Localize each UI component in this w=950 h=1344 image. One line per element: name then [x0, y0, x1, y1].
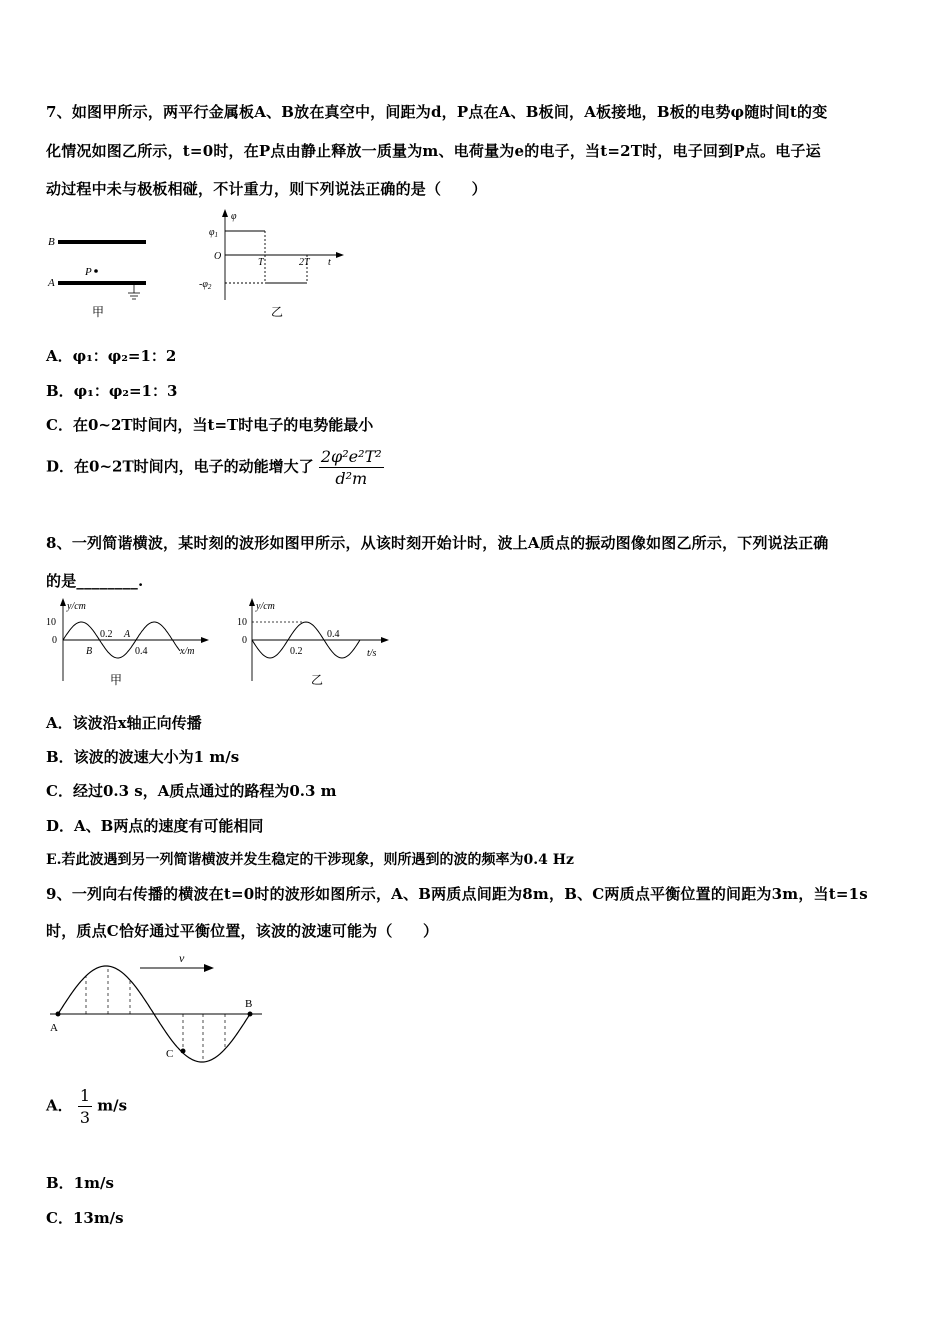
q7-stem-line1: 7、如图甲所示，两平行金属板A、B放在真空中，间距为d，P点在A、B板间，A板接地，B板的电势φ随时间t的变	[46, 103, 828, 121]
q7-option-b[interactable]: B．φ₁：φ₂=1：3	[46, 382, 178, 400]
q9-option-a-fraction	[78, 1086, 92, 1127]
q9-option-c[interactable]: C．13m/s	[46, 1209, 124, 1227]
fraction-numerator: 1	[79, 1086, 91, 1105]
q8-option-c[interactable]: C．经过0.3 s，A质点通过的路程为0.3 m	[46, 782, 337, 800]
q9-figure-wave	[40, 950, 270, 1070]
q7-stem-line2: 化情况如图乙所示，t=0时，在P点由静止释放一质量为m、电荷量为e的电子，当t=2T时，电子回到P点。电子运	[46, 142, 821, 160]
y-axis-label: y/cm	[67, 601, 86, 612]
q9-option-a-label: A．	[46, 1096, 73, 1115]
y-tick-label: 10	[46, 617, 56, 628]
x-axis-label: x/m	[180, 646, 195, 657]
origin-label: 0	[242, 635, 247, 646]
t-axis-label: t	[328, 257, 331, 268]
velocity-label: v	[179, 951, 185, 965]
t1-label: T	[258, 257, 264, 268]
q8-option-b[interactable]: B．该波的波速大小为1 m/s	[46, 748, 240, 766]
origin-label: O	[214, 251, 222, 262]
fraction-denominator: 3	[79, 1108, 91, 1127]
q8-figure-wave	[40, 596, 215, 691]
point-b-label: B	[245, 998, 253, 1010]
y-tick-label: 10	[237, 617, 247, 628]
q8-figure-vibration	[235, 596, 395, 691]
point-p-label: P	[85, 266, 92, 278]
point-c-label: C	[166, 1048, 174, 1060]
q8-option-d[interactable]: D．A、B两点的速度有可能相同	[46, 817, 264, 835]
fraction-denominator: d²m	[335, 469, 368, 488]
neg-phi2-label: $-\varphi_2$	[199, 279, 212, 291]
q7-figure-potential	[195, 205, 355, 320]
q7-fig-a-caption: 甲	[92, 305, 105, 319]
q8-stem-line2: 的是________.	[46, 572, 144, 590]
q8-fig-b-caption: 乙	[311, 673, 324, 687]
point-a-label: A	[124, 629, 131, 640]
q8-option-a[interactable]: A．该波沿x轴正向传播	[46, 714, 202, 732]
fraction-numerator: 2φ²e²T²	[320, 447, 382, 466]
q7-option-d[interactable]	[46, 447, 384, 488]
plate-a-label: A	[48, 277, 55, 289]
q7-option-a[interactable]: A．φ₁：φ₂=1：2	[46, 347, 177, 365]
q7-option-d-text: D．在0~2T时间内，电子的动能增大了	[46, 457, 314, 476]
q9-option-a[interactable]	[46, 1086, 127, 1127]
q8-option-e[interactable]: E.若此波遇到另一列简谐横波并发生稳定的干涉现象，则所遇到的波的频率为0.4 Hz	[46, 852, 574, 868]
q7-option-d-fraction	[319, 447, 384, 488]
x-tick-0.2: 0.2	[100, 629, 113, 640]
x-tick-0.4: 0.4	[135, 646, 148, 657]
q7-option-c[interactable]: C．在0~2T时间内，当t=T时电子的电势能最小	[46, 416, 374, 434]
t2-label: 2T	[299, 257, 310, 268]
origin-label: 0	[52, 635, 57, 646]
point-a-label: A	[50, 1022, 58, 1034]
t-tick-0.4: 0.4	[327, 629, 340, 640]
q7-figure-plates	[40, 225, 160, 320]
t-axis-label: t/s	[367, 648, 377, 659]
q8-fig-a-caption: 甲	[110, 673, 123, 687]
t-tick-0.2: 0.2	[290, 646, 303, 657]
phi-axis-label: φ	[231, 211, 237, 222]
q9-stem-line1: 9、一列向右传播的横波在t=0时的波形如图所示，A、B两质点间距为8m，B、C两质点平衡位置的间距为3m，当t=1s	[46, 885, 868, 903]
q8-stem-line1: 8、一列简谐横波，某时刻的波形如图甲所示，从该时刻开始计时，波上A质点的振动图像如图乙所示，下列说法正确	[46, 534, 829, 552]
q9-option-b[interactable]: B．1m/s	[46, 1174, 114, 1192]
y-axis-label: y/cm	[256, 601, 275, 612]
phi1-label: $\varphi_1$	[209, 227, 219, 239]
q7-stem-line3: 动过程中未与极板相碰，不计重力，则下列说法正确的是（ ）	[46, 180, 487, 198]
q9-stem-line2: 时，质点C恰好通过平衡位置，该波的波速可能为（ ）	[46, 922, 439, 940]
plate-b-label: B	[48, 236, 55, 248]
q7-fig-b-caption: 乙	[271, 305, 284, 319]
point-b-label: B	[86, 646, 93, 657]
q9-option-a-unit: m/s	[97, 1096, 128, 1115]
